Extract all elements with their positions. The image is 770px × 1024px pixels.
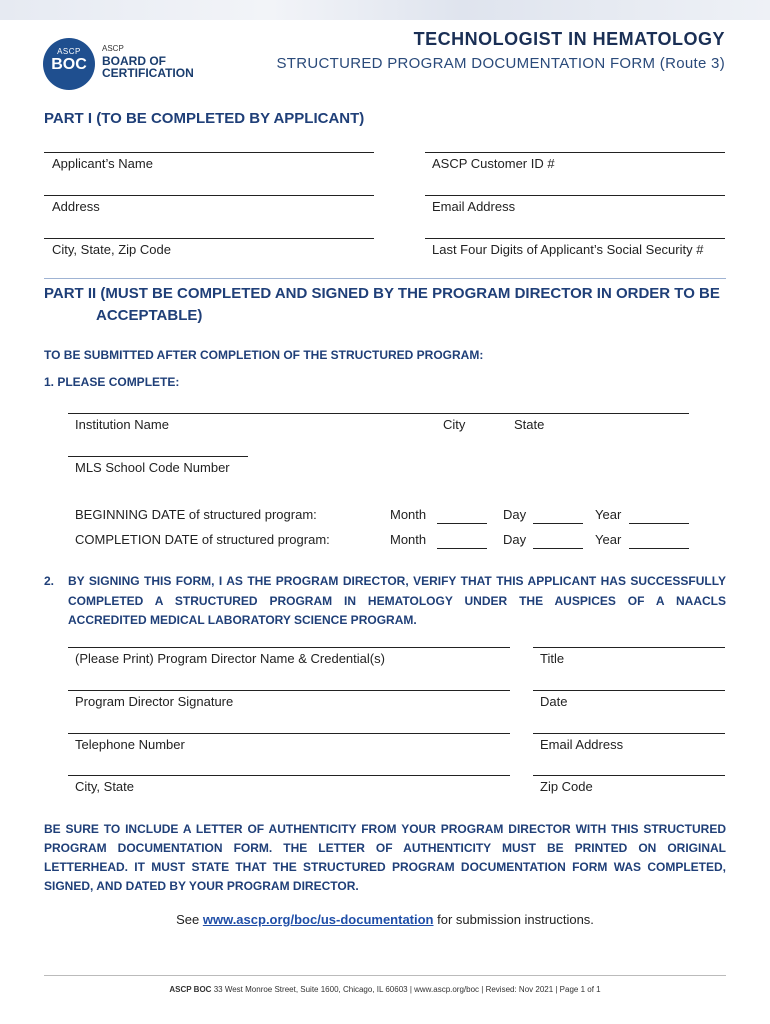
ssn-label: Last Four Digits of Applicant’s Social Security # (432, 242, 704, 257)
institution-name-label: Institution Name (75, 417, 169, 432)
instructions-line (0, 912, 770, 927)
date-label: Date (540, 694, 568, 709)
part2-heading-line1: PART II (MUST BE COMPLETED AND SIGNED BY THE PROGRAM DIRECTOR IN ORDER TO BE (44, 285, 720, 302)
completion-date-label: COMPLETION DATE of structured program: (75, 532, 330, 547)
address-label: Address (52, 199, 100, 214)
notice-line1: BE SURE TO INCLUDE A LETTER OF AUTHENTICITY FROM YOUR PROGRAM DIRECTOR WITH THIS STRUCTURED (44, 822, 726, 836)
address-line[interactable] (44, 195, 374, 196)
director-name-line[interactable] (68, 647, 510, 648)
part1-heading: PART I (TO BE COMPLETED BY APPLICANT) (44, 110, 365, 127)
begin-day-label: Day (503, 507, 527, 522)
city-state-zip-label: City, State, Zip Code (52, 242, 171, 257)
logo-line2: BOARD OF (102, 54, 166, 68)
item2-line2: COMPLETED A STRUCTURED PROGRAM IN HEMATOLOGY UNDER THE AUSPICES OF A NAACLS (68, 594, 726, 608)
director-email-label: Email Address (540, 737, 624, 752)
item2-number: 2. (44, 574, 55, 588)
item2-line1: BY SIGNING THIS FORM, I AS THE PROGRAM DIRECTOR, VERIFY THAT THIS APPLICANT HAS SUCCESSFULLY (68, 574, 726, 588)
form-subtitle: STRUCTURED PROGRAM DOCUMENTATION FORM (Route 3) (276, 55, 725, 72)
zip-line[interactable] (533, 775, 725, 776)
begin-month-line[interactable] (437, 523, 487, 524)
begin-year-line[interactable] (629, 523, 689, 524)
applicant-name-label: Applicant’s Name (52, 156, 153, 171)
signature-label: Program Director Signature (75, 694, 234, 709)
form-title: TECHNOLOGIST IN HEMATOLOGY (413, 29, 725, 49)
begin-day-line[interactable] (533, 523, 583, 524)
ssn-line[interactable] (425, 238, 725, 239)
customer-id-line[interactable] (425, 152, 725, 153)
begin-year-label: Year (595, 507, 622, 522)
city-state-label: City, State (75, 779, 135, 794)
signature-line[interactable] (68, 690, 510, 691)
logo-line1: ASCP (102, 44, 124, 53)
instructions-prefix: See (176, 912, 200, 927)
logo-line3: CERTIFICATION (102, 66, 194, 80)
item1-heading: 1. PLEASE COMPLETE: (44, 375, 180, 389)
mls-code-line[interactable] (68, 456, 248, 457)
footer-divider (44, 975, 726, 976)
notice-line4: SIGNED, AND DATED BY YOUR PROGRAM DIRECTOR. (44, 879, 359, 893)
title-line[interactable] (533, 647, 725, 648)
city-state-line[interactable] (68, 775, 510, 776)
footer (0, 985, 770, 994)
zip-label: Zip Code (540, 779, 593, 794)
director-name-label: (Please Print) Program Director Name & Credential(s) (75, 651, 385, 666)
complete-year-label: Year (595, 532, 622, 547)
begin-month-label: Month (390, 507, 427, 522)
beginning-date-label: BEGINNING DATE of structured program: (75, 507, 317, 522)
complete-day-line[interactable] (533, 548, 583, 549)
instructions-suffix: for submission instructions. (437, 912, 594, 927)
documentation-link[interactable]: www.ascp.org/boc/us-documentation (202, 912, 434, 927)
complete-day-label: Day (503, 532, 527, 547)
director-email-line[interactable] (533, 733, 725, 734)
telephone-line[interactable] (68, 733, 510, 734)
applicant-name-line[interactable] (44, 152, 374, 153)
mls-code-label: MLS School Code Number (75, 460, 230, 475)
submit-note: TO BE SUBMITTED AFTER COMPLETION OF THE STRUCTURED PROGRAM: (44, 348, 484, 362)
title-label: Title (540, 651, 565, 666)
footer-org: ASCP BOC (169, 985, 212, 994)
top-banner (0, 0, 770, 20)
logo-circle-big-text: BOC (51, 56, 87, 73)
telephone-label: Telephone Number (75, 737, 185, 752)
part2-heading-line2: ACCEPTABLE) (96, 307, 203, 324)
notice-line2: PROGRAM DOCUMENTATION FORM. THE LETTER OF AUTHENTICITY MUST BE PRINTED ON ORIGINAL (44, 841, 726, 855)
footer-text: 33 West Monroe Street, Suite 1600, Chicago, IL 60603 | www.ascp.org/boc | Revised: Nov 2021 | Page 1 of 1 (213, 985, 601, 994)
item2-line3: ACCREDITED MEDICAL LABORATORY SCIENCE PROGRAM. (68, 613, 417, 627)
logo-circle-small-text: ASCP (57, 47, 81, 56)
email-line[interactable] (425, 195, 725, 196)
complete-year-line[interactable] (629, 548, 689, 549)
complete-month-label: Month (390, 532, 427, 547)
institution-line[interactable] (68, 413, 689, 414)
city-state-zip-line[interactable] (44, 238, 374, 239)
date-line[interactable] (533, 690, 725, 691)
email-label: Email Address (432, 199, 516, 214)
customer-id-label: ASCP Customer ID # (432, 156, 555, 171)
state-label: State (514, 417, 545, 432)
notice-line3: LETTERHEAD. IT MUST STATE THAT THE STRUCTURED PROGRAM DOCUMENTATION FORM WAS COMPLETED, (44, 860, 726, 874)
complete-month-line[interactable] (437, 548, 487, 549)
ascp-boc-logo (43, 38, 95, 90)
city-label: City (443, 417, 466, 432)
logo-wordmark (102, 43, 194, 79)
section-divider (44, 278, 726, 279)
